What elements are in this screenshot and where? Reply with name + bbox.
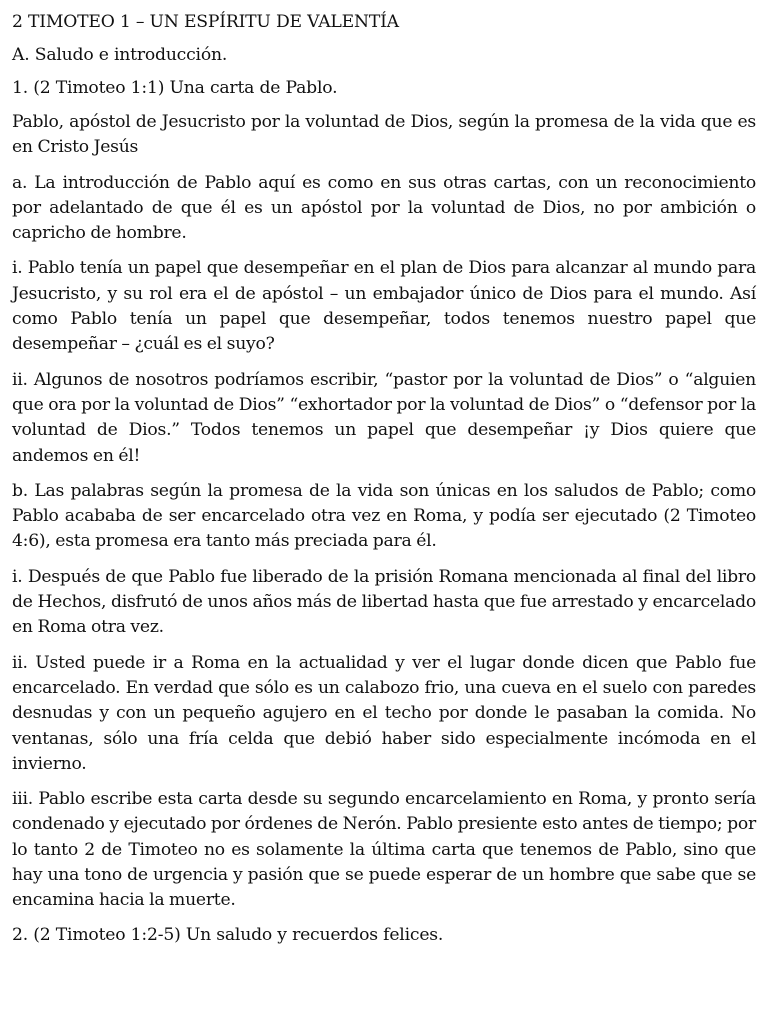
paragraph-b: b. Las palabras según la promesa de la vida son únicas en los saludos de Pablo; como Pablo acababa de ser encarcelado otra vez en Roma, y podía ser ejecutado (2 Timoteo 4:6), esta promesa era tanto más preciada para él. xyxy=(12,480,756,552)
verse-text: Pablo, apóstol de Jesucristo por la voluntad de Dios, según la promesa de la vida que es en Cristo Jesús xyxy=(12,112,756,158)
item-heading-2: 2. (2 Timoteo 1:2-5) Un saludo y recuerdos felices. xyxy=(12,924,444,945)
paragraph-a: a. La introducción de Pablo aquí es como en sus otras cartas, con un reconocimiento por adelantado de que él es un apóstol por la voluntad de Dios, no por ambición o capricho de hombre. xyxy=(12,172,756,244)
section-heading-a: A. Saludo e introducción. xyxy=(12,45,228,65)
document-title: 2 TIMOTEO 1 – UN ESPÍRITU DE VALENTÍA xyxy=(12,12,399,32)
paragraph-b-iii: iii. Pablo escribe esta carta desde su segundo encarcelamiento en Roma, y pronto sería condenado y ejecutado por órdenes de Nerón. Pablo presiente esto antes de tiempo; por lo tanto 2 de Timoteo no es solamente la última carta que tenemos de Pablo, sino que hay una tono de urgencia y pasión que se puede esperar de un hombre que sabe que se encamina hacia la muerte. xyxy=(12,789,756,911)
paragraph-a-ii: ii. Algunos de nosotros podríamos escribir, “pastor por la voluntad de Dios” o “alguien que ora por la voluntad de Dios” “exhortador por la voluntad de Dios” o “defensor por la voluntad de Dios.” Todos tenemos un papel que desempeñar ¡y Dios quiere que andemos en él! xyxy=(12,369,756,466)
paragraph-b-ii: ii. Usted puede ir a Roma en la actualidad y ver el lugar donde dicen que Pablo fue encarcelado. En verdad que sólo es un calabozo frio, una cueva en el suelo con paredes desnudas y con un pequeño agujero en el techo por donde le pasaban la comida. No ventanas, sólo una fría celda que debió haber sido especialmente incómoda en el invierno. xyxy=(12,652,756,774)
paragraph-b-i: i. Después de que Pablo fue liberado de la prisión Romana mencionada al final del libro de Hechos, disfrutó de unos años más de libertad hasta que fue arrestado y encarcelado en Roma otra vez. xyxy=(12,566,756,638)
paragraph-a-i: i. Pablo tenía un papel que desempeñar en el plan de Dios para alcanzar al mundo para Jesucristo, y su rol era el de apóstol – un embajador único de Dios para el mundo. Así como Pablo tenía un papel que desempeñar, todos tenemos nuestro papel que desempeñar – ¿cuál es el suyo? xyxy=(12,258,756,355)
item-heading-1: 1. (2 Timoteo 1:1) Una carta de Pablo. xyxy=(12,78,338,98)
